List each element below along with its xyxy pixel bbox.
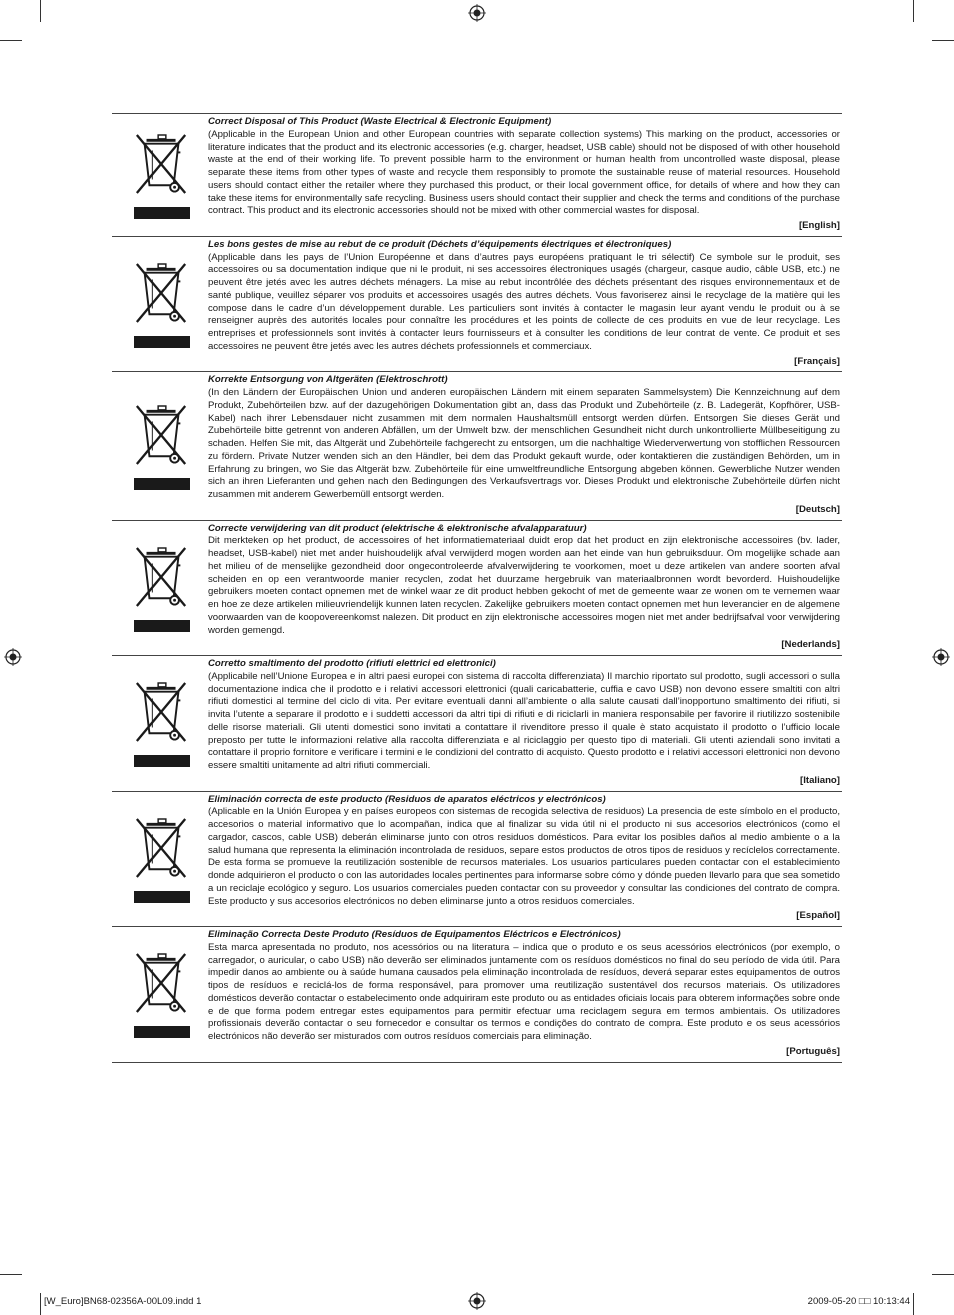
icon-column — [122, 521, 202, 656]
black-bar — [134, 755, 190, 767]
black-bar — [134, 207, 190, 219]
section-body: (Applicable in the European Union and other European countries with separate collection systems) This marking on the product, accessories or literature indicates that the product and its electronic accessories (e.g. charger, headset, USB cable) should not be disposed of with other household waste at the end of their working life. To prevent possible harm to the environment or human health from uncontrolled waste disposal, please separate these items from other types of waste and recycle them responsibly to promote the sustainable reuse of material resources. Household users should contact either the retailer where they purchased this product, or their local government office, for details of where and how they can take these items for environmentally safe recycling. Business users should contact their supplier and check the terms and conditions of the purchase contract. This product and its electronic accessories should not be mixed with other commercial wastes for disposal. — [208, 128, 840, 217]
registration-mark-icon — [468, 4, 486, 22]
icon-column — [122, 656, 202, 791]
language-label: [English] — [798, 220, 840, 231]
black-bar — [134, 891, 190, 903]
crop-mark — [40, 0, 41, 22]
crop-mark — [40, 1293, 41, 1315]
section-title: Corretto smaltimento del prodotto (rifiuti elettrici ed elettronici) — [208, 658, 496, 669]
section-text — [208, 521, 842, 656]
disposal-sections — [112, 113, 842, 1063]
crop-mark — [913, 0, 914, 22]
crossed-out-wheelie-bin-icon — [133, 544, 191, 610]
black-bar — [134, 620, 190, 632]
crossed-out-wheelie-bin-icon — [133, 131, 191, 197]
language-label: [Français] — [794, 355, 840, 367]
crop-mark — [932, 40, 954, 41]
crossed-out-wheelie-bin-icon — [133, 679, 191, 745]
icon-column — [122, 237, 202, 372]
section-body: (Applicable dans les pays de l’Union Européenne et dans d’autres pays européens pratiquant le tri sélectif) Ce symbole sur le produit, ses accessoires ou sa documentation indique que ni le produit, ni ses accessoires électroniques usagés (chargeur, casque audio, câble USB, etc.) ne peuvent être jetés avec les autres déchets ménagers. La mise au rebut incontrôlée des déchets présentant des risques environnementaux et de santé publique, veuillez séparer vos produits et accessoires usagés des autres déchets. Vous favoriserez ainsi le recyclage de la matière qui les compose dans le cadre d’un développement durable. Les particuliers sont invités à contacter le magasin leur ayant vendu le produit ou à se renseigner auprès des autorités locales pour connaître les procédures et les points de collecte de ces produits en vue de leur recyclage. Les entreprises et professionnels sont invités à contacter leurs fournisseurs et à consulter les conditions de leur contrat de vente. Ce produit et ses accessoires ne peuvent être jetés avec les autres déchets professionnels et commerciaux. — [208, 251, 840, 352]
language-label: [Español] — [796, 910, 840, 922]
section-title: Correct Disposal of This Product (Waste Electrical & Electronic Equipment) — [208, 116, 552, 127]
section-body: (In den Ländern der Europäischen Union und anderen europäischen Ländern mit einem separaten Sammelsystem) Die Kennzeichnung auf dem Produkt, Zubehörteilen bzw. auf der dazugehörigen Dokumentation gibt an, dass das Produkt und Zubehörteile (z. B. Ladegerät, Kopfhörer, USB-Kabel) nach ihrer Lebensdauer nicht zusammen mit dem normalen Haushaltsmüll entsorgt werden dürfen. Entsorgen Sie dieses Gerät und Zubehörteile bitte getrennt von anderen Abfällen, um der Umwelt bzw. der menschlichen Gesundheit nicht durch unkontrollierte Müllbeseitigung zu schaden. Helfen Sie mit, das Altgerät und Zubehörteile fachgerecht zu entsorgen, um die nachhaltige Wiederverwertung von stofflichen Ressourcen zu fördern. Private Nutzer wenden sich an den Händler, bei dem das Produkt gekauft wurde, oder kontaktieren die zuständigen Behörden, um in Erfahrung zu bringen, wo Sie das Altgerät bzw. Zubehörteile für eine umweltfreundliche Entsorgung abgeben können. Gewerbliche Nutzer wenden sich an ihren Lieferanten und gehen nach den Bedingungen des Verkaufsvertrags vor. Dieses Produkt und elektronische Zubehörteile dürfen nicht zusammen mit anderem Gewerbemüll entsorgt werden. — [208, 387, 840, 500]
crossed-out-wheelie-bin-icon — [133, 402, 191, 468]
section-text — [208, 237, 842, 372]
disposal-section-portuguese — [112, 926, 842, 1063]
registration-mark-icon — [932, 648, 950, 666]
language-label: [Nederlands] — [781, 639, 840, 651]
icon-column — [122, 792, 202, 927]
section-text — [208, 114, 842, 236]
icon-column — [122, 927, 202, 1062]
crop-mark — [0, 1274, 22, 1275]
black-bar — [134, 1026, 190, 1038]
crossed-out-wheelie-bin-icon — [133, 815, 191, 881]
crop-mark — [932, 1274, 954, 1275]
disposal-section-italian — [112, 655, 842, 791]
language-label: [Português] — [786, 1045, 840, 1057]
section-text — [208, 927, 842, 1062]
section-text — [208, 656, 842, 791]
section-body: Esta marca apresentada no produto, nos acessórios ou na literatura – indica que o produto e os seus acessórios electrónicos (por exemplo, o carregador, o auricular, o cabo USB) não deverão ser eliminados juntamente com os resíduos domésticos no final do seu período de vida útil. Para impedir danos ao ambiente ou à saúde humana causados pela eliminação incontrolada de resíduos, deverá separar estes equipamentos de outros tipos de resíduos e reciclá-los de forma responsável, para promover uma reutilização sustentável dos recursos materiais. Os utilizadores domésticos deverão contactar o estabelecimento onde adquiriram este produto ou as entidades oficiais locais para obterem informações sobre onde e de que forma podem entregar estes equipamentos para permitir efectuar uma reciclagem segura em termos ambientais. Os utilizadores profissionais deverão contactar o seu fornecedor e consultar os termos e condições do contrato de compra. Este produto e os seus acessórios electrónicos não deverão ser misturados com outros resíduos comerciais para eliminação. — [208, 941, 840, 1042]
disposal-section-french — [112, 236, 842, 372]
disposal-section-english — [112, 113, 842, 236]
section-title: Les bons gestes de mise au rebut de ce produit (Déchets d’équipements électriques et électroniques) — [208, 238, 672, 250]
registration-mark-icon — [4, 648, 22, 666]
section-body: Dit merkteken op het product, de accessoires of het informatiemateriaal duidt erop dat het product en zijn elektronische accessoires (bv. lader, headset, USB-kabel) niet met ander huishoudelijk afval verwijderd mogen worden aan het einde van hun gebruiksduur. Om mogelijke schade aan het milieu of de menselijke gezondheid door ongecontroleerde afvalverwijdering te voorkomen, moet u deze artikelen van andere soorten afval scheiden en op een verantwoorde manier recyclen, zodat het duurzame hergebruik van materiaalbronnen wordt bevorderd. Huishoudelijke gebruikers moeten contact opnemen met de winkel waar ze dit product hebben gekocht of met de gemeente waar ze wonen om te vernemen waar en hoe ze deze artikelen milieuvriendelijk kunnen laten recyclen. Zakelijke gebruikers moeten contact opnemen met hun leverancier en de algemene voorwaarden van de koopovereenkomst nalezen. Dit product en zijn elektronische accessoires mogen niet met ander bedrijfsafval voor verwijdering worden gemengd. — [208, 535, 840, 636]
crossed-out-wheelie-bin-icon — [133, 950, 191, 1016]
crossed-out-wheelie-bin-icon — [133, 260, 191, 326]
section-body: (Aplicable en la Unión Europea y en países europeos con sistemas de recogida selectiva de residuos) La presencia de este símbolo en el producto, accesorios o material informativo que lo acompañan, indica que al finalizar su vida útil ni el producto ni sus accesorios electrónicos (como el cargador, cascos, cable USB) deberán eliminarse junto con otros residuos domésticos. Para evitar los posibles daños al medio ambiente o a la salud humana que representa la eliminación incontrolada de residuos, separe estos productos de otros tipos de residuos y recíclelos correctamente. De esta forma se promueve la reutilización sostenible de recursos materiales. Los usuarios particulares pueden contactar con el establecimiento donde adquirieron el producto o con las autoridades locales pertinentes para informarse sobre cómo y dónde pueden llevarlo para que sea sometido a un reciclaje ecológico y seguro. Los usuarios comerciales pueden contactar con su proveedor y consultar las condiciones del contrato de compra. Este producto y sus accesorios electrónicos no deben eliminarse junto a otros residuos comerciales. — [208, 806, 840, 907]
section-text — [208, 372, 842, 519]
crop-mark — [913, 1293, 914, 1315]
disposal-section-spanish — [112, 791, 842, 927]
language-label: [Deutsch] — [795, 503, 840, 515]
section-title: Korrekte Entsorgung von Altgeräten (Elektroschrott) — [208, 374, 448, 386]
icon-column — [122, 372, 202, 519]
section-body: (Applicabile nell’Unione Europea e in altri paesi europei con sistema di raccolta differenziata) Il marchio riportato sul prodotto, sugli accessori o sulla documentazione indica che il prodotto e i relativi accessori elettronici (quali caricabatterie, cuffia e cavo USB) non devono essere smaltiti con altri rifiuti domestici al termine del ciclo di vita. Per evitare eventuali danni all’ambiente o alla salute causati dall’inopportuno smaltimento dei rifiuti, si invita l’utente a separare il prodotto e i suddetti accessori da altri tipi di rifiuti e di riciclarli in maniera responsabile per favorire il riutilizzo sostenibile delle risorse materiali. Gli utenti domestici sono invitati a contattare il rivenditore presso il quale è stato acquistato il prodotto o l’ufficio locale preposto per tutte le informazioni relative alla raccolta differenziata e al riciclaggio per questo tipo di materiali. Gli utenti aziendali sono invitati a contattare il proprio fornitore e verificare i termini e le condizioni del contratto di acquisto. Questo prodotto e i relativi accessori elettronici non devono essere smaltiti unitamente ad altri rifiuti commerciali. — [208, 670, 840, 771]
crop-mark — [0, 40, 22, 41]
registration-mark-icon — [468, 1292, 486, 1310]
black-bar — [134, 336, 190, 348]
section-title: Eliminação Correcta Deste Produto (Resíduos de Equipamentos Eléctricos e Electrónicos) — [208, 929, 621, 940]
footer-timestamp: 2009-05-20 □□ 10:13:44 — [807, 1296, 910, 1307]
black-bar — [134, 478, 190, 490]
disposal-section-dutch — [112, 520, 842, 656]
section-title: Correcte verwijdering van dit product (elektrische & elektronische afvalapparatuur) — [208, 522, 587, 534]
section-title: Eliminación correcta de este producto (Residuos de aparatos eléctricos y electrónicos) — [208, 793, 606, 805]
section-text — [208, 792, 842, 927]
language-label: [Italiano] — [800, 774, 840, 786]
icon-column — [122, 114, 202, 236]
footer-file-name: [W_Euro]BN68-02356A-00L09.indd 1 — [44, 1296, 202, 1307]
disposal-section-german — [112, 371, 842, 519]
